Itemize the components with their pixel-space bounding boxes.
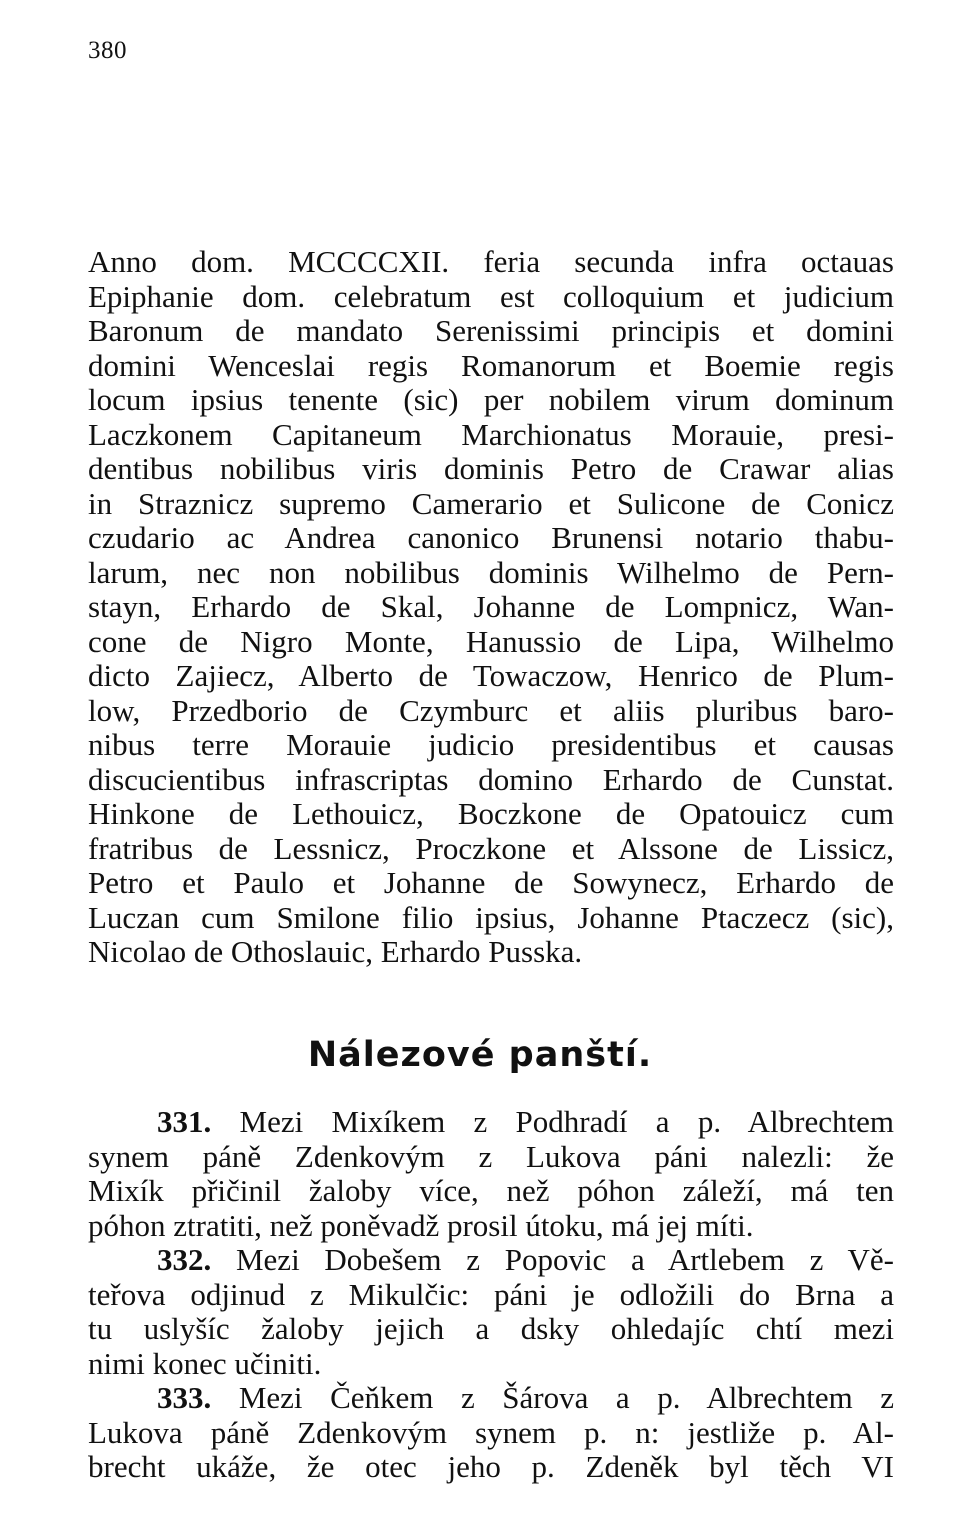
entry-text: Mezi Čeňkem z Šárova a p. Albrechtem z	[238, 1381, 894, 1415]
page-number: 380	[88, 37, 127, 64]
paragraph-line: Hinkone de Lethouicz, Boczkone de Opatouicz cum	[88, 797, 894, 831]
paragraph-line: Luczan cum Smilone filio ipsius, Johanne Ptaczecz (sic),	[88, 900, 894, 935]
paragraph-line: nibus terre Morauie judicio presidentibus et causas	[88, 728, 894, 762]
paragraph-line: cone de Nigro Monte, Hanussio de Lipa, Wilhelmo	[88, 624, 894, 659]
paragraph-line: fratribus de Lessnicz, Proczkone et Alssone de Lissicz,	[88, 831, 894, 866]
paragraph-line: Laczkonem Capitaneum Marchionatus Morauie, presi-	[88, 417, 894, 452]
entry-first-line	[88, 1105, 894, 1140]
paragraph-line: czudario ac Andrea canonico Brunensi notario thabu-	[88, 521, 894, 555]
entry-line: brecht ukáže, že otec jeho p. Zdeněk byl těch VI	[88, 1450, 894, 1484]
entry-line: póhon ztratiti, než poněvadž prosil útoku, má jej míti.	[88, 1208, 754, 1243]
paragraph-line: Anno dom. MCCCCXII. feria secunda infra octauas	[88, 245, 894, 279]
entry-line: synem páně Zdenkovým z Lukova páni nalezli: že	[88, 1139, 894, 1174]
paragraph-line: discucientibus infrascriptas domino Erhardo de Cunstat.	[88, 762, 894, 797]
paragraph-line: larum, nec non nobilibus dominis Wilhelmo de Pern-	[88, 555, 894, 590]
entry-line: tu uslyšíc žaloby jejich a dsky ohledajíc chtí mezi	[88, 1312, 894, 1346]
entry-number: 331.	[157, 1105, 212, 1139]
paragraph-line: stayn, Erhardo de Skal, Johanne de Lompnicz, Wan-	[88, 590, 894, 624]
entry-line: Mixík přičinil žaloby více, než póhon záleží, má ten	[88, 1174, 894, 1208]
entry-line: nimi konec učiniti.	[88, 1346, 322, 1381]
entry-first-line	[88, 1381, 894, 1416]
latin-paragraph	[88, 245, 894, 970]
paragraph-line: dicto Zajiecz, Alberto de Towaczow, Henrico de Plum-	[88, 659, 894, 693]
paragraph-line: domini Wenceslai regis Romanorum et Boemie regis	[88, 348, 894, 383]
entry-line: teřova odjinud z Mikulčic: páni je odložili do Brna a	[88, 1277, 894, 1312]
entry-text: Mezi Dobešem z Popovic a Artlebem z Vě-	[235, 1243, 894, 1277]
paragraph-line: in Straznicz supremo Camerario et Sulicone de Conicz	[88, 486, 894, 521]
section-heading: Nálezové panští.	[307, 1035, 653, 1075]
paragraph-line: dentibus nobilibus viris dominis Petro de Crawar alias	[88, 452, 894, 486]
paragraph-line: Petro et Paulo et Johanne de Sowynecz, Erhardo de	[88, 866, 894, 900]
paragraph-line: low, Przedborio de Czymburc et aliis pluribus baro-	[88, 693, 894, 728]
entry-line: Lukova páně Zdenkovým synem p. n: jestliže p. Al-	[88, 1415, 894, 1450]
entry-number: 333.	[157, 1381, 212, 1415]
paragraph-line: Epiphanie dom. celebratum est colloquium et judicium	[88, 279, 894, 314]
paragraph-line: Nicolao de Othoslauic, Erhardo Pusska.	[88, 935, 583, 969]
paragraph-line: locum ipsius tenente (sic) per nobilem virum dominum	[88, 383, 894, 417]
entries-block	[88, 1105, 894, 1485]
entry-first-line	[88, 1243, 894, 1278]
entry-text: Mezi Mixíkem z Podhradí a p. Albrechtem	[239, 1105, 894, 1139]
entry-number: 332.	[157, 1243, 212, 1277]
paragraph-line: Baronum de mandato Serenissimi principis et domini	[88, 314, 894, 348]
